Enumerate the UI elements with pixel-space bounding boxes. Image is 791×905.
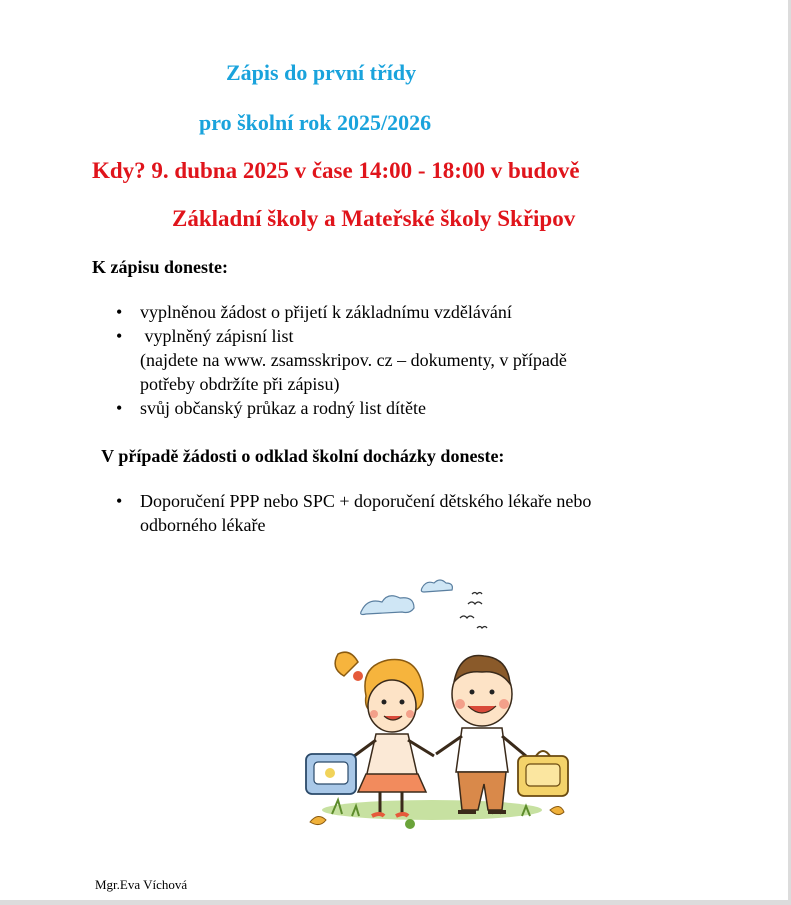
bullet-icon: • [116, 398, 123, 418]
page-edge [0, 900, 791, 905]
cloud-icon [361, 596, 414, 615]
author-signature: Mgr.Eva Víchová [95, 877, 188, 892]
list-item-text: svůj občanský průkaz a rodný list dítěte [140, 398, 426, 418]
birds-icon [460, 593, 487, 629]
title-line-1: Zápis do první třídy [226, 60, 417, 85]
grass-icon [310, 800, 564, 829]
bring-list [116, 300, 716, 420]
list-item-text: vyplněnou žádost o přijetí k základnímu vzdělávání [140, 302, 512, 322]
list-item-text: Doporučení PPP nebo SPC + doporučení dětského lékaře nebo [140, 491, 592, 511]
delay-list [116, 489, 736, 537]
bullet-icon: • [116, 491, 123, 511]
school-bag-icon [518, 751, 568, 796]
list-item [116, 300, 716, 324]
list-item-note: potřeby obdržíte při zápisu) [140, 374, 340, 394]
school-bag-icon [306, 754, 356, 794]
list-item-note: (najdete na www. zsamsskripov. cz – dokumenty, v případě [140, 350, 567, 370]
bring-heading: K zápisu doneste: [92, 257, 229, 277]
delay-heading: V případě žádosti o odklad školní docházky doneste: [97, 446, 505, 466]
venue-line: Základní školy a Mateřské školy Skřipov [172, 206, 576, 231]
children-illustration [292, 578, 592, 843]
title-line-2: pro školní rok 2025/2026 [199, 110, 432, 135]
list-item [116, 489, 736, 537]
list-item [116, 324, 716, 396]
list-item-text: vyplněný zápisní list [140, 326, 294, 346]
list-item-text: odborného lékaře [140, 515, 266, 535]
bullet-icon: • [116, 302, 123, 322]
bullet-icon: • [116, 326, 123, 346]
list-item [116, 396, 716, 420]
cloud-icon [421, 580, 452, 592]
date-time-line: Kdy? 9. dubna 2025 v čase 14:00 - 18:00 v budově [92, 158, 580, 183]
boy-figure [436, 656, 526, 812]
